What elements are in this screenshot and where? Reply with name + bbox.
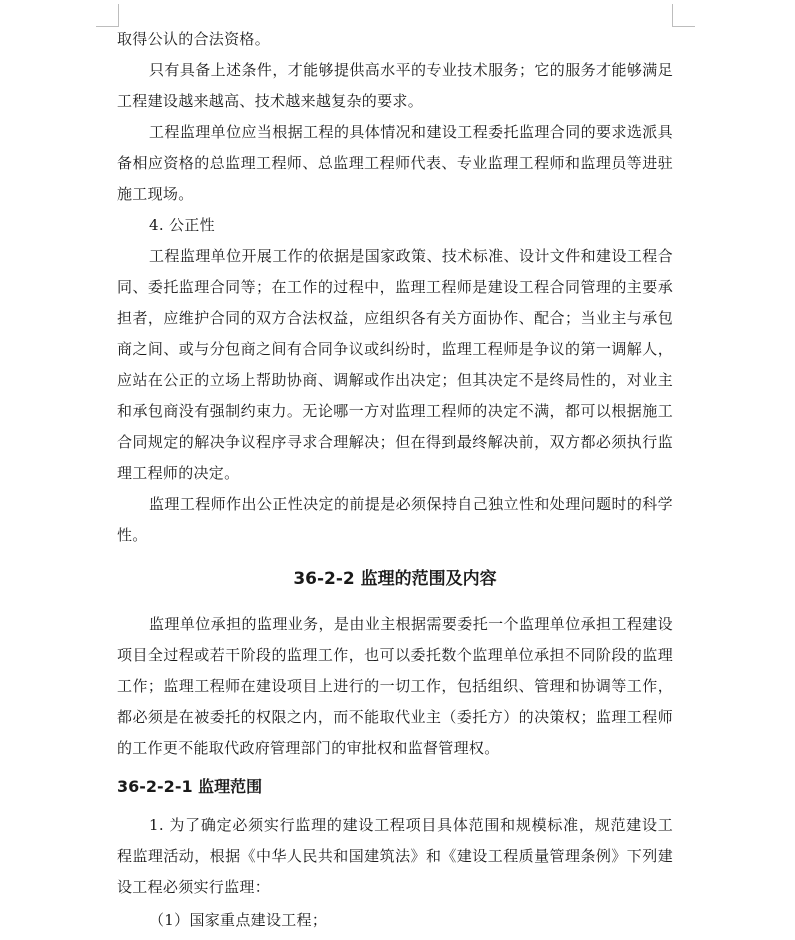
crop-mark-top-right bbox=[672, 4, 695, 27]
paragraph-staffing: 工程监理单位应当根据工程的具体情况和建设工程委托监理合同的要求选派具备相应资格的总监理工程师、总监理工程师代表、专业监理工程师和监理员等进驻施工现场。 bbox=[117, 123, 673, 203]
subsection-heading: 36-2-2-1 监理范围 bbox=[117, 777, 263, 796]
paragraph-scope: 1. 为了确定必须实行监理的建设工程项目具体范围和规模标准，规范建设工程监理活动，根据《中华人民共和国建筑法》和《建设工程质量管理条例》下列建设工程必须实行监理： bbox=[117, 816, 673, 896]
item-heading-impartiality: 4. 公正性 bbox=[149, 216, 215, 234]
paragraph-impartiality: 工程监理单位开展工作的依据是国家政策、技术标准、设计文件和建设工程合同、委托监理合同等；在工作的过程中，监理工程师是建设工程合同管理的主要承担者，应维护合同的双方合法权益，应组织各有关方面协作、配合；当业主与承包商之间、或与分包商之间有合同争议或纠纷时，监理工程师是争议的第一调解人，应站在公正的立场上帮助协商、调解或作出决定；但其决定不是终局性的，对业主和承包商没有强制约束力。无论哪一方对监理工程师的决定不满，都可以根据施工合同规定的解决争议程序寻求合理解决；但在得到最终解决前，双方都必须执行监理工程师的决定。 bbox=[117, 247, 673, 482]
list-item: （1）国家重点建设工程； bbox=[149, 911, 328, 929]
paragraph-conditions: 只有具备上述条件，才能够提供高水平的专业技术服务；它的服务才能够满足工程建设越来越高、技术越来越复杂的要求。 bbox=[117, 61, 673, 110]
section-heading: 36-2-2 监理的范围及内容 bbox=[293, 569, 497, 589]
page-content bbox=[117, 24, 673, 936]
paragraph-section-intro: 监理单位承担的监理业务，是由业主根据需要委托一个监理单位承担工程建设项目全过程或若干阶段的监理工作，也可以委托数个监理单位承担不同阶段的监理工作；监理工程师在建设项目上进行的一切工作，包括组织、管理和协调等工作，都必须是在被委托的权限之内，而不能取代业主（委托方）的决策权；监理工程师的工作更不能取代政府管理部门的审批权和监督管理权。 bbox=[117, 615, 673, 757]
crop-mark-top-left bbox=[96, 4, 119, 27]
paragraph-premise: 监理工程师作出公正性决定的前提是必须保持自己独立性和处理问题时的科学性。 bbox=[117, 495, 673, 544]
paragraph-continuation: 取得公认的合法资格。 bbox=[117, 30, 271, 48]
